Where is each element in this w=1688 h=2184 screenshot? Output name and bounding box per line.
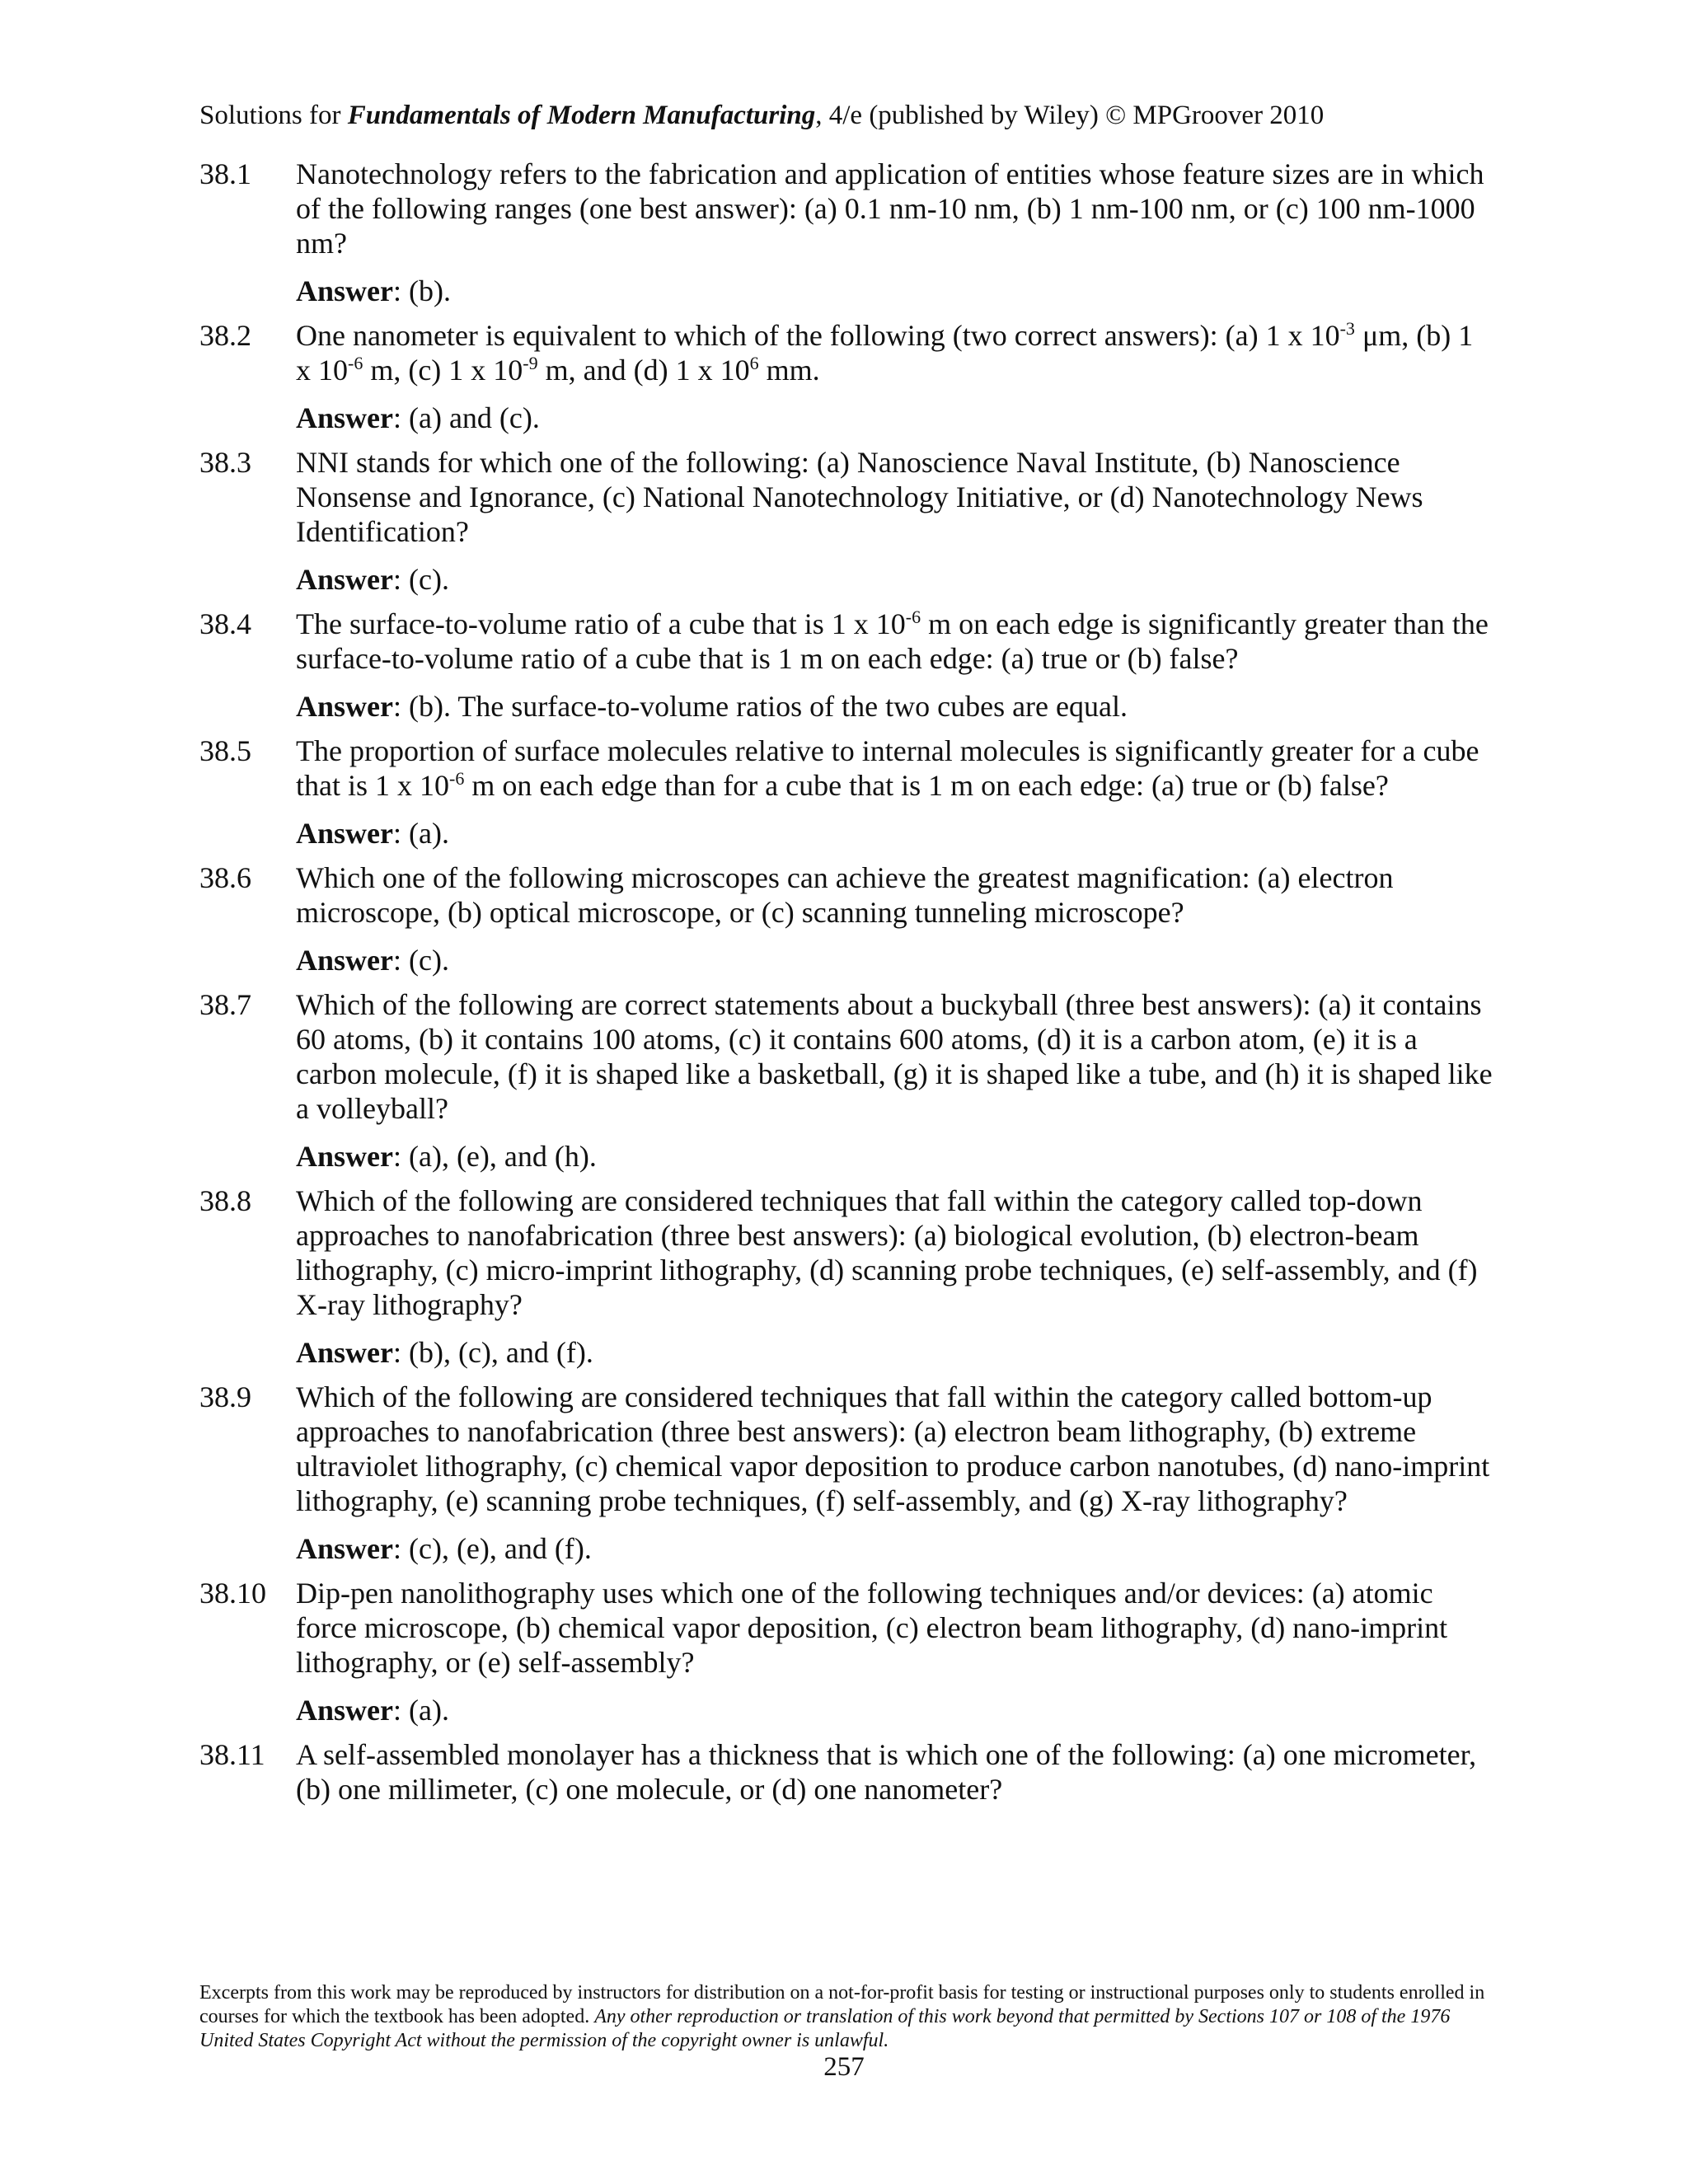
question-text-segment: Nanotechnology refers to the fabrication and application of entities whose feature sizes are in which of the following ranges (one best answer): (a) 0.1 nm-10 nm, (b) 1 nm-100 nm, or (c) 100 nm-1000 nm? — [296, 157, 1484, 260]
question-text-segment: Which one of the following microscopes can achieve the greatest magnification: (a) electron microscope, (b) optical microscope, or (c) scanning tunneling microscope? — [296, 861, 1394, 929]
question-item — [199, 1380, 1493, 1566]
question-text — [296, 1576, 1493, 1680]
answer-label: Answer — [296, 944, 393, 977]
question-text-segment: Which of the following are considered techniques that fall within the category called top-down approaches to nanofabrication (three best answers): (a) biological evolution, (b) electron-beam lithography, (c) micro-imprint lithography, (d) scanning probe techniques, (e) self-assembly, and (f) X-ray lithography? — [296, 1184, 1478, 1321]
answer-label: Answer — [296, 274, 393, 307]
answer-text: : (a). — [392, 817, 449, 850]
answer-line — [296, 689, 1493, 724]
answer-text: : (a), (e), and (h). — [392, 1140, 597, 1173]
answer-text: : (b). — [392, 274, 451, 307]
question-item — [199, 733, 1493, 851]
question-number: 38.11 — [199, 1738, 265, 1771]
question-text — [296, 1737, 1493, 1807]
answer-line — [296, 274, 1493, 308]
question-text-segment: mm. — [758, 354, 820, 387]
question-item — [199, 318, 1493, 435]
answer-line — [296, 562, 1493, 597]
answer-label: Answer — [296, 401, 393, 434]
question-number: 38.5 — [199, 734, 251, 767]
answer-label: Answer — [296, 1140, 393, 1173]
question-text-segment: μm, (b) 1 x 10 — [296, 319, 1474, 387]
question-item — [199, 1183, 1493, 1370]
question-number: 38.10 — [199, 1577, 266, 1610]
question-text-segment: m, and (d) 1 x 10 — [537, 354, 750, 387]
question-text-segment: NNI stands for which one of the following: (a) Nanoscience Naval Institute, (b) Nanoscience Nonsense and Ignorance, (c) National Nanotechnology Initiative, or (d) Nanotechnology News Identification? — [296, 446, 1423, 548]
question-text — [296, 733, 1493, 803]
question-text-segment: m on each edge than for a cube that is 1 m on each edge: (a) true or (b) false? — [464, 769, 1389, 802]
question-number: 38.8 — [199, 1184, 251, 1217]
answer-label: Answer — [296, 563, 393, 596]
question-item — [199, 1737, 1493, 1807]
question-number: 38.1 — [199, 157, 251, 190]
answer-label: Answer — [296, 1532, 393, 1565]
answer-text: : (c), (e), and (f). — [392, 1532, 592, 1565]
answer-line — [296, 1139, 1493, 1174]
answer-text: : (b), (c), and (f). — [392, 1336, 593, 1369]
header-book-title: Fundamentals of Modern Manufacturing — [347, 101, 816, 130]
question-item — [199, 987, 1493, 1174]
exponent: -6 — [348, 353, 363, 373]
question-text-segment: Dip-pen nanolithography uses which one of the following techniques and/or devices: (a) atomic force microscope, (b) chemical vapor deposition, (c) electron beam lithography, (d) nano-imprint lithography, or (e) self-assembly? — [296, 1577, 1448, 1679]
question-number: 38.7 — [199, 988, 251, 1021]
answer-text: : (c). — [392, 944, 449, 977]
question-text — [296, 318, 1493, 387]
footer-notice: Excerpts from this work may be reproduced by instructors for distribution on a not-for-profit basis for testing or instructional purposes only to students enrolled in courses for which the textbook has been adopted. — [199, 1982, 1485, 2027]
answer-label: Answer — [296, 1694, 393, 1727]
exponent: -6 — [905, 607, 921, 627]
question-number: 38.3 — [199, 446, 251, 479]
exponent: -3 — [1339, 318, 1355, 339]
question-text — [296, 1380, 1493, 1518]
answer-line — [296, 1693, 1493, 1727]
answer-text: : (b). The surface-to-volume ratios of the two cubes are equal. — [392, 690, 1128, 723]
answer-label: Answer — [296, 690, 393, 723]
question-text-segment: One nanometer is equivalent to which of the following (two correct answers): (a) 1 x 10 — [296, 319, 1340, 352]
answer-line — [296, 1335, 1493, 1370]
question-item — [199, 157, 1493, 308]
question-item — [199, 860, 1493, 977]
footer-legal-notice: Any other reproduction or translation of this work beyond that permitted by Sections 107 or 108 of the 1976 United States Copyright Act without the permission of the copyright owner is unlawful. — [199, 2006, 1451, 2051]
header-prefix: Solutions for — [199, 101, 348, 130]
question-text — [296, 445, 1493, 549]
question-item — [199, 607, 1493, 724]
exponent: 6 — [749, 353, 759, 373]
answer-text: : (c). — [392, 563, 449, 596]
question-text-segment: The proportion of surface molecules relative to internal molecules is significantly greater for a cube that is 1 x 10 — [296, 734, 1479, 802]
question-number: 38.4 — [199, 607, 251, 640]
answer-line — [296, 1531, 1493, 1566]
answer-text: : (a). — [392, 1694, 449, 1727]
exponent: -6 — [449, 768, 465, 789]
question-list — [199, 157, 1493, 1816]
question-text-segment: The surface-to-volume ratio of a cube that is 1 x 10 — [296, 607, 906, 640]
question-text — [296, 157, 1493, 260]
question-text — [296, 1183, 1493, 1322]
answer-label: Answer — [296, 1336, 393, 1369]
answer-line — [296, 401, 1493, 435]
answer-text: : (a) and (c). — [392, 401, 540, 434]
question-text — [296, 987, 1493, 1126]
question-item — [199, 1576, 1493, 1727]
question-number: 38.2 — [199, 319, 251, 352]
question-text — [296, 607, 1493, 676]
copyright-footer — [199, 1981, 1485, 2053]
exponent: -9 — [523, 353, 538, 373]
answer-line — [296, 816, 1493, 851]
answer-label: Answer — [296, 817, 393, 850]
answer-line — [296, 943, 1493, 977]
page-header — [199, 97, 1324, 134]
question-text — [296, 860, 1493, 930]
question-text-segment: m, (c) 1 x 10 — [363, 354, 523, 387]
page-number: 257 — [823, 2052, 865, 2082]
header-suffix: , 4/e (published by Wiley) © MPGroover 2010 — [815, 101, 1325, 130]
question-text-segment: A self-assembled monolayer has a thickness that is which one of the following: (a) one micrometer, (b) one millimeter, (c) one molecule, or (d) one nanometer? — [296, 1738, 1477, 1806]
question-number: 38.6 — [199, 861, 251, 894]
question-text-segment: m on each edge is significantly greater than the surface-to-volume ratio of a cube that is 1 m on each edge: (a) true or (b) false? — [296, 607, 1489, 675]
question-item — [199, 445, 1493, 597]
question-number: 38.9 — [199, 1380, 251, 1413]
question-text-segment: Which of the following are correct statements about a buckyball (three best answers): (a) it contains 60 atoms, (b) it contains 100 atoms, (c) it contains 600 atoms, (d) it is a carbon atom, (e) it is a carbon molecule, (f) it is shaped like a basketball, (g) it is shaped like a tube, and (h) it is shaped like a volleyball? — [296, 988, 1493, 1125]
question-text-segment: Which of the following are considered techniques that fall within the category called bottom-up approaches to nanofabrication (three best answers): (a) electron beam lithography, (b) extreme ultraviolet lithography, (c) chemical vapor deposition to produce carbon nanotubes, (d) nano-imprint lithography, (e) scanning probe techniques, (f) self-assembly, and (g) X-ray lithography? — [296, 1380, 1490, 1517]
